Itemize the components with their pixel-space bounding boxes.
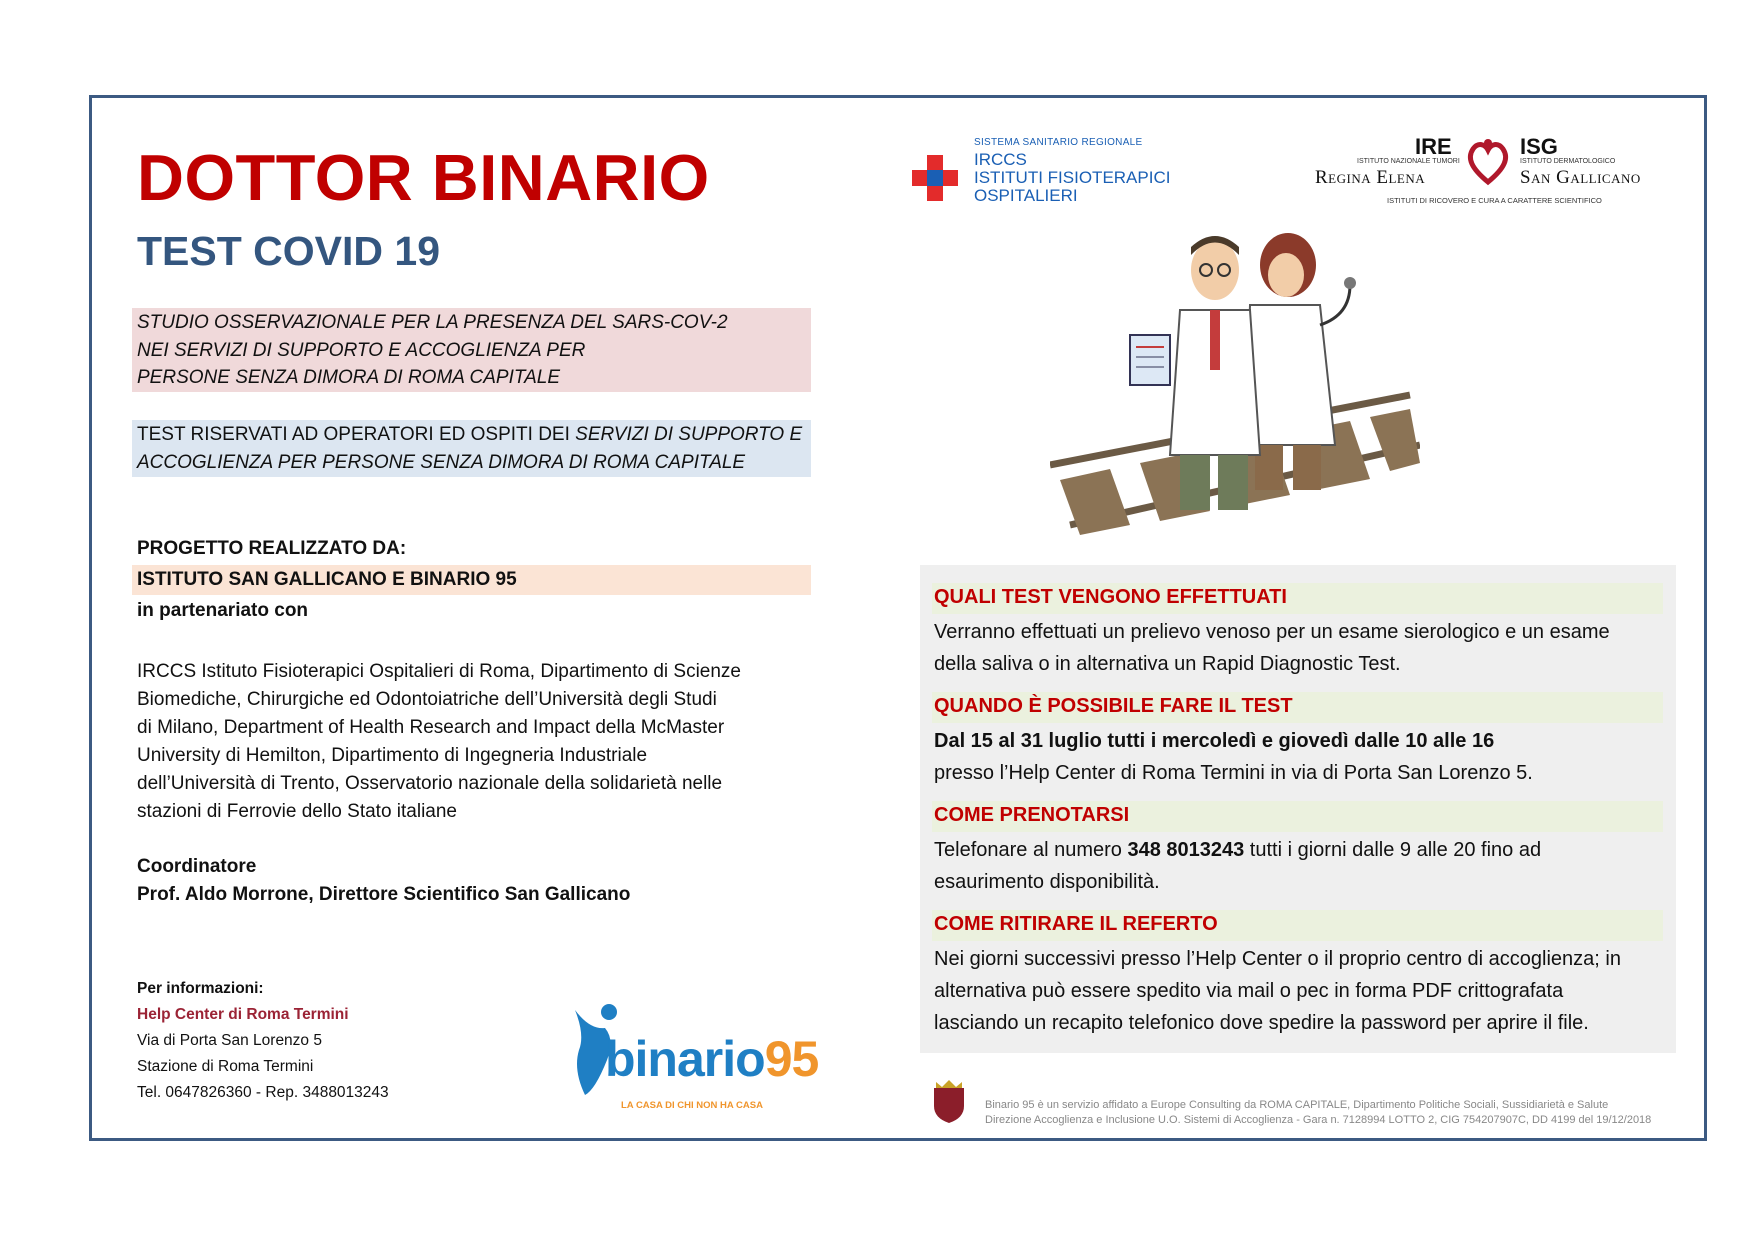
ire-subtitle: ISTITUTO NAZIONALE TUMORI xyxy=(1357,158,1460,165)
reserved-normal: TEST RISERVATI AD OPERATORI ED OSPITI DEI xyxy=(137,424,576,445)
contact-address: Via di Porta San Lorenzo 5 xyxy=(137,1032,322,1049)
tests-line-1: Verranno effettuati un prelievo venoso per un esame sierologico e un esame xyxy=(934,621,1610,643)
section-heading-tests xyxy=(932,583,1663,614)
page-subtitle: TEST COVID 19 xyxy=(137,228,441,274)
isg-acronym: ISG xyxy=(1520,134,1558,159)
results-line-3: lasciando un recapito telefonico dove spedire la password per aprire il file. xyxy=(934,1012,1589,1034)
binario-word: binario xyxy=(605,1031,765,1087)
partners-line-6: stazioni di Ferrovie dello Stato italiane xyxy=(137,801,458,822)
footer-note xyxy=(985,1098,1651,1128)
binario95-tagline: LA CASA DI CHI NON HA CASA xyxy=(621,1100,763,1111)
isg-name: San Gallicano xyxy=(1520,167,1641,188)
study-line-3: PERSONE SENZA DIMORA DI ROMA CAPITALE xyxy=(137,367,560,388)
results-line-1: Nei giorni successivi presso l’Help Center o il proprio centro di accoglienza; in xyxy=(934,948,1621,970)
ire-isg-logo xyxy=(1315,134,1655,212)
partners-line-3: di Milano, Department of Health Research and Impact della McMaster xyxy=(137,717,725,738)
coordinator-label: Coordinatore xyxy=(137,856,257,877)
when-dates: Dal 15 al 31 luglio tutti i mercoledì e giovedì dalle 10 alle 16 xyxy=(934,730,1495,752)
binario-number: 95 xyxy=(764,1031,819,1087)
ifo-line-1: IRCCS xyxy=(974,150,1027,169)
isg-subtitle: ISTITUTO DERMATOLOGICO xyxy=(1520,158,1616,165)
booking-pre: Telefonare al numero xyxy=(934,839,1128,861)
section-heading-when-text: QUANDO È POSSIBILE FARE IL TEST xyxy=(934,695,1293,717)
ifo-logo xyxy=(912,137,1172,207)
partners-line-2: Biomediche, Chirurgiche ed Odontoiatriche dell’Università degli Studi xyxy=(137,689,717,710)
partners-line-4: University di Hemilton, Dipartimento di Ingegneria Industriale xyxy=(137,745,648,766)
page-title: DOTTOR BINARIO xyxy=(137,141,710,214)
footer-line-2: Direzione Accoglienza e Inclusione U.O. Sistemi di Accoglienza - Gara n. 7128994 LOTTO 2, CIG 754207907C, DD 4199 del 19/12/2018 xyxy=(985,1114,1652,1126)
contact-station: Stazione di Roma Termini xyxy=(137,1058,314,1075)
project-by: ISTITUTO SAN GALLICANO E BINARIO 95 xyxy=(137,569,517,590)
doctors-illustration xyxy=(1050,225,1420,545)
when-location: presso l’Help Center di Roma Termini in via di Porta San Lorenzo 5. xyxy=(934,762,1533,784)
section-heading-results-text: COME RITIRARE IL REFERTO xyxy=(934,913,1218,935)
project-label: PROGETTO REALIZZATO DA: xyxy=(137,538,407,559)
ire-isg-caption: ISTITUTI DI RICOVERO E CURA A CARATTERE SCIENTIFICO xyxy=(1387,196,1602,205)
tests-line-2: della saliva o in alternativa un Rapid Diagnostic Test. xyxy=(934,653,1401,675)
contact-phone: Tel. 0647826360 - Rep. 3488013243 xyxy=(137,1084,389,1101)
ifo-line-3: OSPITALIERI xyxy=(974,186,1078,205)
roma-capitale-crest-icon xyxy=(930,1078,968,1124)
project-partnership: in partenariato con xyxy=(137,600,309,621)
ifo-small-text: SISTEMA SANITARIO REGIONALE xyxy=(974,137,1143,148)
red-cross-icon xyxy=(912,155,958,201)
section-heading-booking xyxy=(932,801,1663,832)
reserved-line-2: ACCOGLIENZA PER PERSONE SENZA DIMORA DI ROMA CAPITALE xyxy=(137,452,746,473)
heart-emblem-icon xyxy=(1465,136,1511,186)
booking-line-1 xyxy=(934,834,1541,866)
binario95-wordmark xyxy=(605,1030,818,1088)
section-heading-results xyxy=(932,910,1663,941)
ifo-name xyxy=(974,151,1170,205)
study-line-2: NEI SERVIZI DI SUPPORTO E ACCOGLIENZA PER xyxy=(137,340,586,361)
booking-line-2: esaurimento disponibilità. xyxy=(934,871,1160,893)
booking-phone-number: 348 8013243 xyxy=(1127,839,1245,861)
study-line-1: STUDIO OSSERVAZIONALE PER LA PRESENZA DEL SARS-COV-2 xyxy=(137,312,728,333)
ire-acronym: IRE xyxy=(1415,134,1452,159)
ifo-line-2: ISTITUTI FISIOTERAPICI xyxy=(974,168,1171,187)
partners-line-5: dell’Università di Trento, Osservatorio nazionale della solidarietà nelle xyxy=(137,773,723,794)
section-heading-tests-text: QUALI TEST VENGONO EFFETTUATI xyxy=(934,586,1287,608)
partners-line-1: IRCCS Istituto Fisioterapici Ospitalieri di Roma, Dipartimento di Scienze xyxy=(137,661,741,682)
binario95-logo xyxy=(565,1000,835,1120)
footer-line-1: Binario 95 è un servizio affidato a Europe Consulting da ROMA CAPITALE, Dipartimento Politiche Sociali, Sussidiarietà e Salute xyxy=(985,1099,1609,1111)
booking-post: tutti i giorni dalle 9 alle 20 fino ad xyxy=(1244,839,1542,861)
reserved-italic: SERVIZI DI SUPPORTO E xyxy=(575,424,803,445)
contact-center: Help Center di Roma Termini xyxy=(137,1006,349,1023)
contact-label: Per informazioni: xyxy=(137,980,264,997)
coordinator-name: Prof. Aldo Morrone, Direttore Scientifico San Gallicano xyxy=(137,884,631,905)
results-line-2: alternativa può essere spedito via mail o pec in forma PDF crittografata xyxy=(934,980,1564,1002)
reserved-line-1 xyxy=(137,421,802,449)
ire-name: Regina Elena xyxy=(1315,167,1426,188)
section-heading-booking-text: COME PRENOTARSI xyxy=(934,804,1130,826)
section-heading-when xyxy=(932,692,1663,723)
